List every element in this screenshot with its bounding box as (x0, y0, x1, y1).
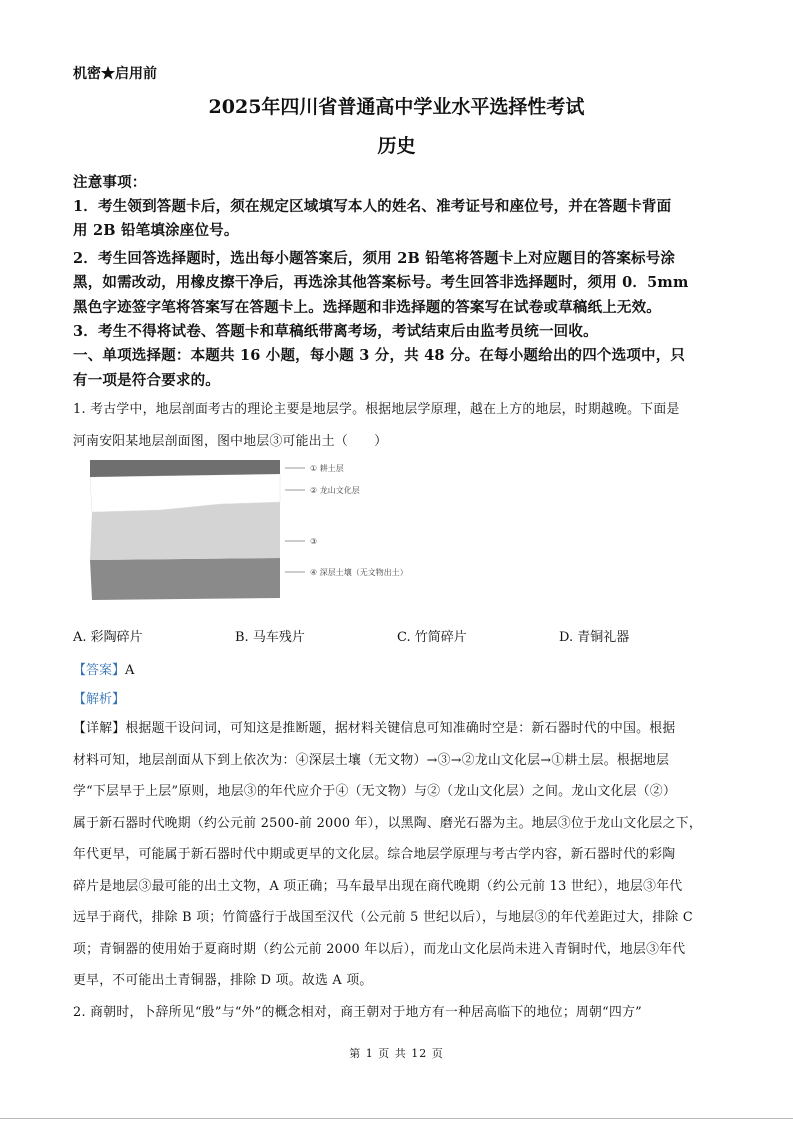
question-2-stem: 2. 商朝时，卜辞所见“殷”与“外”的概念相对，商王朝对于地方有一种居高临下的地位；周朝“四方” (73, 1005, 643, 1020)
answer-value: A (125, 663, 135, 678)
section-heading: 有一项是符合要求的。 (73, 372, 220, 389)
detail-line: 项；青铜器的使用始于夏商时期（约公元前 2000 年以后），而龙山文化层尚未进入青铜时代，地层③年代 (73, 942, 686, 957)
notice-line: 黑色字迹签字笔将答案写在答题卡上。选择题和非选择题的答案写在试卷或草稿纸上无效。 (73, 299, 661, 316)
notice-line: 3．考生不得将试卷、答题卡和草稿纸带离考场，考试结束后由监考员统一回收。 (73, 323, 598, 340)
analysis-row (73, 688, 125, 707)
section-heading: 一、单项选择题：本题共 16 小题，每小题 3 分，共 48 分。在每小题给出的四个选项中，只 (73, 347, 686, 364)
detail-line: 属于新石器时代晚期（约公元前 2500-前 2000 年），以黑陶、磨光石器为主。地层③位于龙山文化层之下， (73, 816, 702, 831)
layer-4-deep-soil (90, 558, 280, 600)
notice-line: 2．考生回答选择题时，选出每小题答案后，须用 2B 铅笔将答题卡上对应题目的答案标号涂 (73, 250, 676, 267)
notice-heading: 注意事项： (73, 174, 147, 191)
detail-tag: 【详解】 (73, 721, 126, 736)
subject-title: 历史 (377, 135, 416, 157)
analysis-tag: 【解析】 (73, 692, 126, 707)
detail-line: 更早，不可能出土青铜器，排除 D 项。故选 A 项。 (73, 973, 373, 988)
notice-line: 1．考生领到答题卡后，须在规定区域填写本人的姓名、准考证号和座位号，并在答题卡背面 (73, 198, 672, 215)
question-1-stem: 河南安阳某地层剖面图，图中地层③可能出土（ ） (73, 434, 388, 449)
notice-line: 用 2B 铅笔填涂座位号。 (73, 222, 239, 239)
detail-line: 碎片是地层③最可能的出土文物，A 项正确；马车最早出现在商代晚期（约公元前 13 世纪），地层③年代 (73, 879, 683, 894)
detail-line (73, 717, 675, 736)
answer-row (73, 659, 134, 678)
detail-line: 材料可知，地层剖面从下到上依次为：④深层土壤（无文物）→③→②龙山文化层→①耕土层。根据地层 (73, 753, 670, 768)
label-layer-4: ④ 深层土壤（无文物出土） (310, 568, 408, 577)
option-b: B. 马车残片 (235, 630, 305, 645)
label-layer-3: ③ (310, 537, 318, 546)
detail-line: 远早于商代，排除 B 项；竹简盛行于战国至汉代（公元前 5 世纪以后），与地层③的年代差距过大，排除 C (73, 910, 693, 925)
option-d: D. 青铜礼器 (559, 630, 630, 645)
exam-title: 2025年四川省普通高中学业水平选择性考试 (208, 96, 585, 118)
stratigraphic-profile-diagram (80, 452, 440, 612)
notice-line: 黑，如需改动，用橡皮擦干净后，再选涂其他答案标号。考生回答非选择题时，须用 0．5mm (73, 274, 689, 291)
detail-line: 学“下层早于上层”原则，地层③的年代应介于④（无文物）与②（龙山文化层）之间。龙山文化层（②） (73, 784, 677, 799)
question-1-stem: 1. 考古学中，地层剖面考古的理论主要是地层学。根据地层学原理，越在上方的地层，时期越晚。下面是 (73, 402, 680, 417)
label-layer-1: ① 耕土层 (310, 464, 344, 473)
page-number: 第 1 页 共 12 页 (349, 1047, 444, 1060)
detail-line: 年代更早，可能属于新石器时代中期或更早的文化层。综合地层学原理与考古学内容，新石器时代的彩陶 (73, 847, 676, 862)
option-c: C. 竹简碎片 (397, 630, 467, 645)
answer-tag: 【答案】 (73, 663, 126, 678)
option-a: A. 彩陶碎片 (73, 630, 143, 645)
confidential-mark: 机密★启用前 (73, 66, 157, 82)
page-bottom-rule (0, 1118, 793, 1119)
detail-text: 根据题干设问词，可知这是推断题，据材料关键信息可知准确时空是：新石器时代的中国。根据 (125, 721, 676, 736)
label-layer-2: ② 龙山文化层 (310, 486, 360, 495)
